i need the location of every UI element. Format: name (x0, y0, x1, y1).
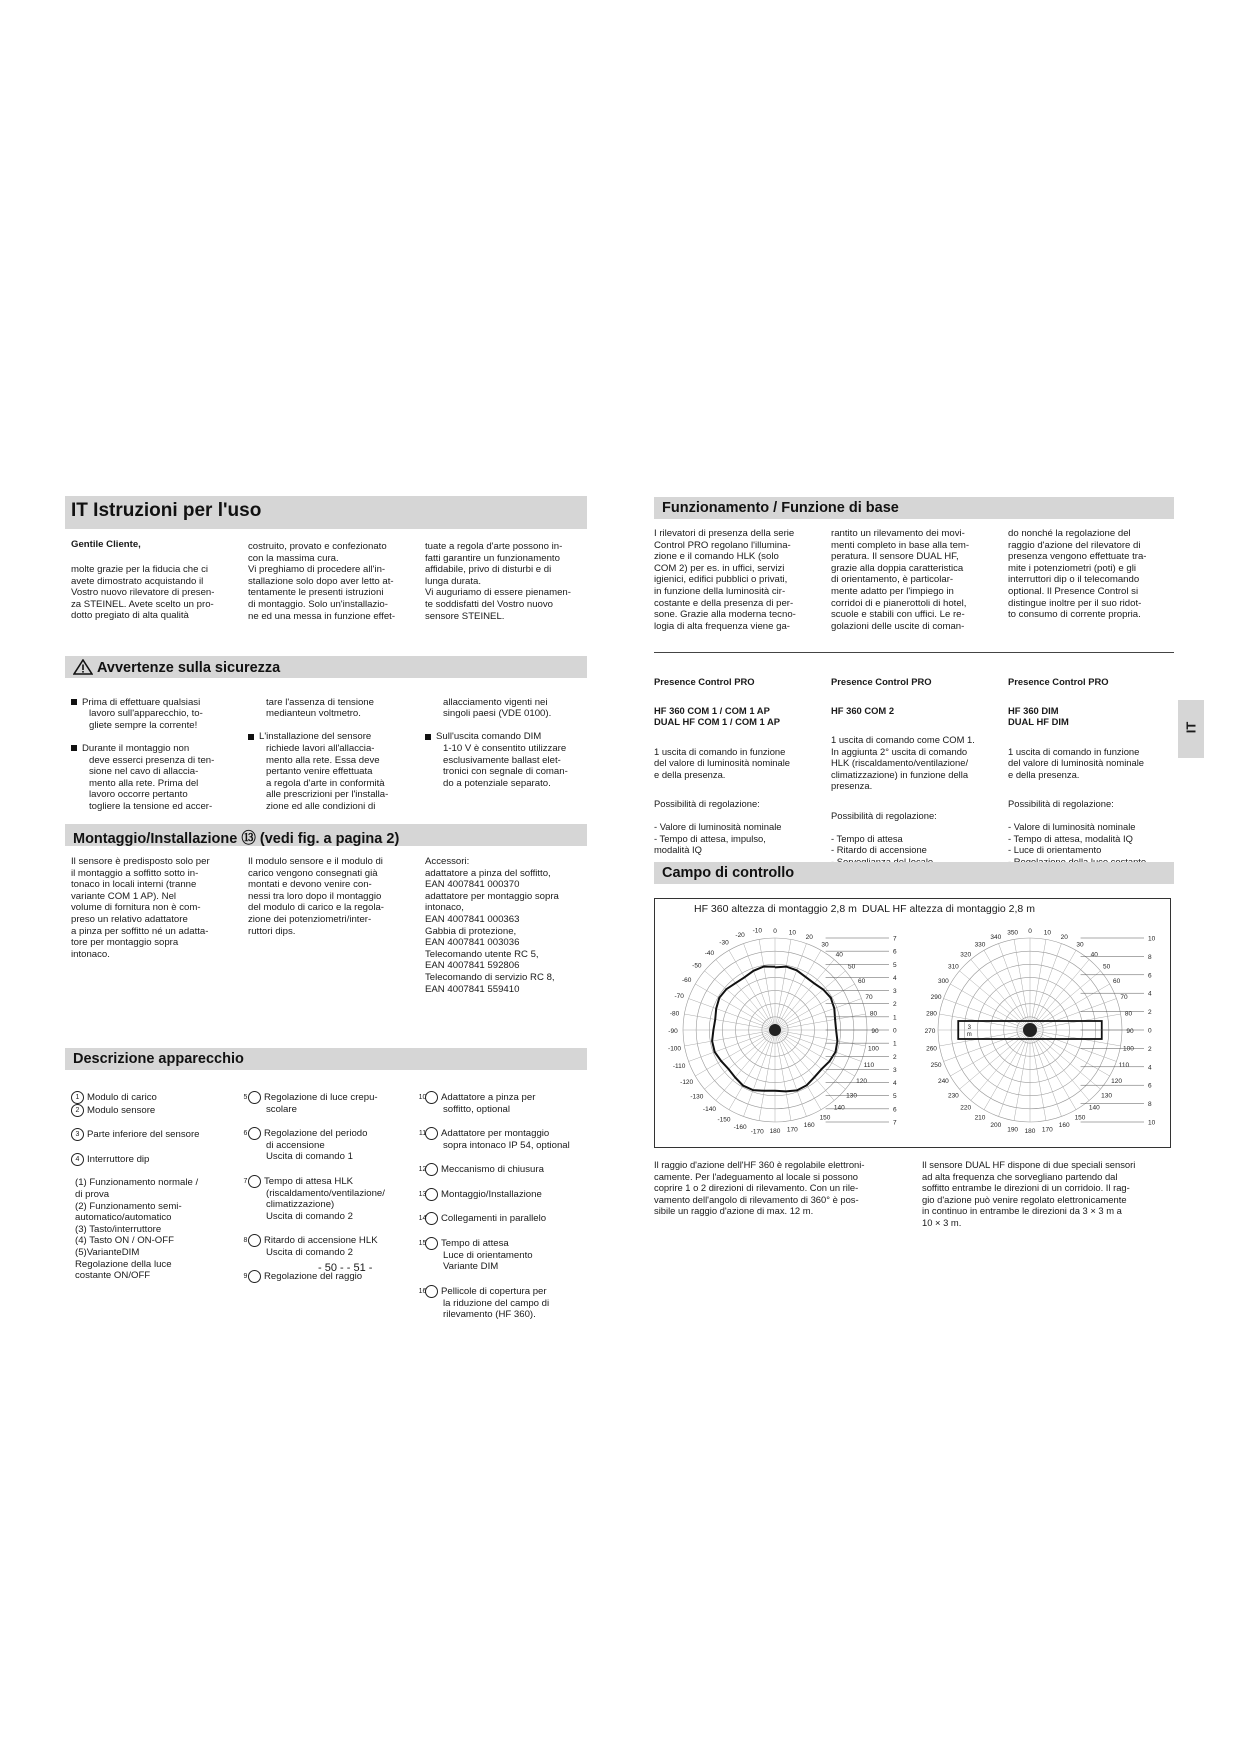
angle-label: 330 (974, 941, 986, 949)
intro-col-2: costruito, provato e confezionato con la massima cura. Vi preghiamo di procedere all'in- stallazione solo dopo aver letto at- tentamente le presenti istruzioni di montaggio. Solo un'installazio- ne ed una messa in funzione effet- (248, 541, 396, 622)
angle-label: 0 (773, 928, 777, 935)
mount-header: Montaggio/Installazione ⑬ (vedi fig. a pagina 2) (65, 824, 587, 846)
safety-item-1: Prima di effettuare qualsiasi lavoro sull'apparecchio, to- gliete sempre la corrente! (71, 697, 236, 732)
angle-label: 0 (1028, 928, 1032, 935)
angle-label: -130 (690, 1093, 704, 1101)
angle-label: 130 (1101, 1092, 1113, 1100)
scale-label: 7 (893, 1119, 897, 1127)
safety-cont-3: allacciamento vigenti nei singoli paesi (VDE 0100). (443, 696, 552, 720)
mount-col-3: Accessori: adattatore a pinza del soffitto, EAN 4007841 000370 adattatore per montaggio sopra intonaco, EAN 4007841 000363 Gabbia di protezione, EAN 4007841 003036 Telecomando utente RC 5, EAN 4007841 592806 Telecomando di servizio RC 8, EAN 4007841 559410 (425, 856, 559, 995)
angle-label: 120 (856, 1078, 868, 1085)
scale-label: 5 (893, 961, 897, 969)
intro-col-1: molte grazie per la fiducia che ci avete dimostrato acquistando il Vostro nuovo rilevatore di presen- za STEINEL. Avete scelto un pro- dotto pregiato di alta qualità (71, 564, 215, 622)
angle-label: 70 (865, 993, 873, 1001)
angle-label: -120 (680, 1079, 694, 1086)
angle-label: -170 (750, 1128, 764, 1136)
scale-label: 10 (1148, 935, 1156, 943)
scale-label: 4 (893, 974, 897, 982)
angle-label: -30 (719, 939, 729, 947)
angle-label: 80 (1124, 1010, 1133, 1018)
scale-label: 0 (1148, 1027, 1152, 1035)
angle-label: 180 (769, 1128, 781, 1135)
mount-col-1: Il sensore è predisposto solo per il montaggio a soffitto sotto in- tonaco in locali interni (tranne variante COM 1 AP). Nel volume di fornitura non è com- preso un relativo adattatore a pinza per soffitto né un adatta- tore per montaggio sopra intonaco. (71, 856, 210, 960)
angle-label: 270 (924, 1028, 936, 1035)
angle-label: -50 (692, 962, 702, 970)
scale-label: 6 (1148, 972, 1152, 980)
func-col-1: I rilevatori di presenza della serie Control PRO regolano l'illumina- zione e il comando HLK (solo COM 2) per es. in uffici, servizi igienici, edifici pubblici o privati, in funzione della luminosità cir- costante e della presenza di per- sone. Grazie alla moderna tecno- logia di alta frequenza viene ga- (654, 528, 796, 632)
divider (654, 652, 1174, 653)
desc-item: 5 Regolazione di luce crepu- scolare (243, 1091, 378, 1115)
angle-label: 250 (930, 1062, 942, 1070)
angle-label: 140 (1088, 1104, 1100, 1112)
desc-item: 10 Adattatore a pinza per soffitto, optional (418, 1091, 536, 1115)
func-col-3: do nonché la regolazione del raggio d'azione del rilevatore di presenza vengono effettuate tra- mite i potenziometri (poti) e gli interruttori dip o il telecomando optional. Il Presence Control si distingue inoltre per il suo ridot- to consumo di corrente propria. (1008, 528, 1147, 621)
scale-label: 2 (1148, 1045, 1152, 1053)
angle-label: 210 (974, 1114, 986, 1122)
desc-col-1 (71, 1079, 241, 1293)
desc-item: 6 Regolazione del periodo di accensione Uscita di comando 1 (243, 1127, 368, 1163)
angle-label: 140 (833, 1104, 845, 1112)
angle-label: 60 (1112, 978, 1121, 985)
corridor-unit-label: m (966, 1032, 972, 1038)
angle-label: 120 (1111, 1078, 1123, 1085)
angle-label: 190 (1007, 1126, 1019, 1134)
scale-label: 0 (893, 1027, 897, 1035)
angle-label: 180 (1024, 1128, 1036, 1135)
angle-label: 150 (819, 1114, 831, 1122)
safety-header: Avvertenze sulla sicurezza (65, 656, 587, 678)
product-col-3: Presence Control PRO HF 360 DIM DUAL HF DIM 1 uscita di comando in funzione del valore di luminosità nominale e della presenza. Possibilità di regolazione: - Valore di luminosità nominale - Tempo di attesa, modalità IQ - Luce di orientamento (1008, 675, 1145, 856)
angle-label: 170 (1041, 1126, 1053, 1134)
mount-col-2: Il modulo sensore e il modulo di carico vengono consegnati già montati e devono venire con- nessi tra loro dopo il montaggio del modulo di carico e la regola- zione dei potenziometri/inter- ruttori dips. (248, 856, 384, 937)
scale-label: 2 (1148, 1009, 1152, 1017)
scale-label: 4 (893, 1080, 897, 1088)
angle-label: 30 (1076, 941, 1084, 949)
angle-label: -150 (717, 1116, 731, 1124)
scale-label: 5 (893, 1093, 897, 1101)
warning-icon (73, 659, 93, 675)
scale-label: 10 (1148, 1119, 1156, 1127)
scale-label: 3 (893, 1066, 897, 1074)
angle-label: 40 (1090, 951, 1098, 959)
desc-item: 14 Collegamenti in parallelo (418, 1213, 547, 1225)
angle-label: 40 (835, 951, 843, 959)
desc-item: 8 Ritardo di accensione HLK Uscita di comando 2 (243, 1234, 378, 1258)
angle-label: 300 (937, 978, 949, 985)
angle-label: 90 (1126, 1028, 1134, 1035)
angle-label: 290 (930, 993, 942, 1001)
scale-label: 4 (1148, 1064, 1152, 1072)
angle-label: 230 (947, 1092, 959, 1100)
angle-label: 10 (1043, 929, 1051, 937)
corridor-width-label: 3 (967, 1025, 971, 1031)
desc-item: 2 Modulo sensore (71, 1104, 241, 1117)
campo-text-right: Il sensore DUAL HF dispone di due speciali sensori ad alta frequenza che sorvegliano partendo dal soffitto entrambe le direzioni di un corridoio. Il rag- gio d'azione può venire regolato elettronicamente in continuo in entrambe le direzioni da 3 × 3 m a 10 × 3 m. (922, 1159, 1136, 1228)
angle-label: 30 (821, 941, 829, 949)
func-header: Funzionamento / Funzione di base (654, 497, 1174, 519)
page-title: IT Istruzioni per l'uso (65, 496, 587, 529)
angle-label: 130 (846, 1092, 858, 1100)
angle-label: -70 (674, 993, 684, 1001)
sensor-dot (1023, 1023, 1037, 1037)
angle-label: 20 (1060, 934, 1068, 942)
angle-label: 10 (788, 929, 796, 937)
angle-label: 220 (960, 1104, 972, 1112)
angle-label: -140 (702, 1106, 716, 1114)
product-col-1: Presence Control PRO HF 360 COM 1 / COM 1 AP DUAL HF COM 1 / COM 1 AP 1 uscita di comando in funzione del valore di luminosità nominale e della presenza. Possibilità di regolazione: - Valore di luminosità nominale - Tempo di attesa, impulso, modalità IQ (654, 675, 791, 856)
desc-item: 11 Adattatore per montaggio sopra intonaco IP 54, optional (418, 1127, 570, 1151)
sensor-dot (769, 1024, 781, 1036)
angle-label: 350 (1007, 929, 1019, 937)
scale-label: 6 (893, 948, 897, 956)
angle-label: 200 (990, 1121, 1002, 1129)
angle-label: 320 (960, 951, 972, 959)
desc-col-3 (418, 1079, 600, 1332)
angle-label: 160 (803, 1121, 815, 1129)
angle-label: 100 (868, 1045, 879, 1053)
angle-label: 240 (937, 1078, 949, 1085)
scale-label: 3 (893, 988, 897, 996)
desc-item: 1 Modulo di carico (71, 1092, 157, 1103)
language-tab: IT (1178, 700, 1204, 758)
angle-label: -90 (668, 1028, 678, 1035)
angle-label: 50 (1102, 963, 1111, 971)
scale-label: 8 (1148, 953, 1152, 961)
desc-item: 3 Parte inferiore del sensore (71, 1128, 241, 1141)
desc-item: 9 Regolazione del raggio (243, 1271, 363, 1283)
polar-chart-dualhf (915, 915, 1165, 1145)
safety-cont-2: tare l'assenza di tensione medianteun voltmetro. (266, 696, 374, 720)
scale-label: 1 (893, 1040, 897, 1048)
scale-label: 7 (893, 935, 897, 943)
angle-label: 170 (786, 1126, 798, 1134)
angle-label: 150 (1074, 1114, 1086, 1122)
angle-label: 260 (926, 1045, 937, 1053)
angle-label: 50 (847, 963, 856, 971)
polar-chart-hf360 (660, 915, 910, 1145)
desc-item: 16 Pellicole di copertura per la riduzione del campo di rilevamento (HF 360). (418, 1285, 550, 1321)
scale-label: 8 (1148, 1101, 1152, 1109)
safety-col-2 (248, 685, 418, 824)
desc-item: 4 Interruttore dip (71, 1153, 241, 1166)
safety-col-3 (425, 685, 595, 801)
page-numbers: - 50 - - 51 - (318, 1262, 373, 1274)
angle-label: -60 (681, 977, 692, 984)
angle-label: 340 (990, 934, 1002, 942)
desc-item: 12 Meccanismo di chiusura (418, 1164, 544, 1175)
angle-label: 90 (871, 1028, 879, 1035)
angle-label: 110 (1118, 1062, 1130, 1070)
scale-label: 6 (1148, 1082, 1152, 1090)
intro-col-3: tuate a regola d'arte possono in- fatti garantire un funzionamento affidabile, privo di disturbi e di lunga durata. Vi auguriamo di essere pienamen- te soddisfatti del Vostro nuovo sensore STEINEL. (425, 541, 571, 622)
scale-label: 2 (893, 1001, 897, 1009)
safety-item-2: Durante il montaggio non deve esserci presenza di ten- sione nel cavo di allaccia- mento alla rete. Prima del lavoro occorre pertanto togliere la tensione ed accer- (71, 743, 236, 813)
angle-label: -40 (704, 949, 715, 957)
angle-label: 100 (1123, 1045, 1134, 1053)
desc-header: Descrizione apparecchio (65, 1048, 587, 1070)
scale-label: 4 (1148, 990, 1152, 998)
angle-label: -80 (669, 1010, 680, 1018)
desc-item: 13 Montaggio/Installazione (418, 1188, 542, 1200)
angle-label: 160 (1058, 1121, 1070, 1129)
angle-label: -160 (733, 1123, 747, 1131)
greeting: Gentile Cliente, (71, 539, 141, 550)
safety-item-4: Sull'uscita comando DIM 1-10 V è consentito utilizzare esclusivamente ballast elet- tronici con segnale di coman- do a potenziale separato. (425, 731, 595, 789)
angle-label: -110 (672, 1062, 686, 1070)
caption-left: HF 360 altezza di montaggio 2,8 m (694, 903, 860, 915)
angle-label: 80 (869, 1010, 878, 1018)
angle-label: 110 (863, 1062, 875, 1070)
caption-right: DUAL HF altezza di montaggio 2,8 m (862, 903, 1035, 915)
angle-label: -100 (668, 1045, 682, 1053)
scale-label: 1 (893, 1014, 897, 1022)
safety-item-3: L'installazione del sensore richiede lavori all'allaccia- mento alla rete. Essa deve pertanto venire effettuata a regola d'arte in conformità alle prescrizioni per l'installa- zione ed alle condizioni di (248, 731, 418, 812)
func-col-2: rantito un rilevamento dei movi- menti completo in base alla tem- peratura. Il sensore DUAL HF, grazie alla doppia caratteristica di orientamento, è particolar- mente adatto per l'impiego in corridoi di e pianerottoli di hotel, scuole e stabili con uffici. Le re- golazioni delle uscite di coman- (831, 528, 970, 632)
scale-label: 2 (893, 1053, 897, 1061)
desc-item: 7 Tempo di attesa HLK (riscaldamento/ventilazione/ climatizzazione) Uscita di comando 2 (243, 1175, 385, 1222)
safety-col-1 (71, 685, 236, 824)
angle-label: 60 (857, 978, 866, 985)
angle-label: 20 (805, 934, 813, 942)
angle-label: 310 (947, 963, 959, 971)
desc-item: 15 Tempo di attesa Luce di orientamento Variante DIM (418, 1237, 533, 1273)
desc-sublist: (1) Funzionamento normale / di prova (2) Funzionamento semi- automatico/automatico (3) Tasto/interruttore (4) Tasto ON / ON-OFF (5)VarianteDIM Regolazione della luce costante ON/OFF (75, 1177, 199, 1282)
scale-label: 6 (893, 1106, 897, 1114)
angle-label: -20 (735, 932, 745, 940)
campo-text-left: Il raggio d'azione dell'HF 360 è regolabile elettroni- camente. Per l'adeguamento al locale si possono coprire 1 o 2 direzioni di rilevamento. Con un rile- vamento dell'angolo di rilevamento di 360° è pos- sibile un raggio d'azione di max. 12 m. (654, 1159, 865, 1217)
angle-label: 280 (926, 1010, 937, 1018)
product-col-2: Presence Control PRO HF 360 COM 2 1 uscita di comando come COM 1. In aggiunta 2° uscita di comando HLK (riscaldamento/ventilazione/ climatizzazione) in funzione della presenza. Possibilità di regolazione: - Tempo di attesa - Ritardo di accensione (831, 675, 975, 856)
angle-label: -10 (752, 927, 762, 935)
angle-label: 70 (1120, 993, 1128, 1001)
campo-header: Campo di controllo (654, 862, 1174, 884)
